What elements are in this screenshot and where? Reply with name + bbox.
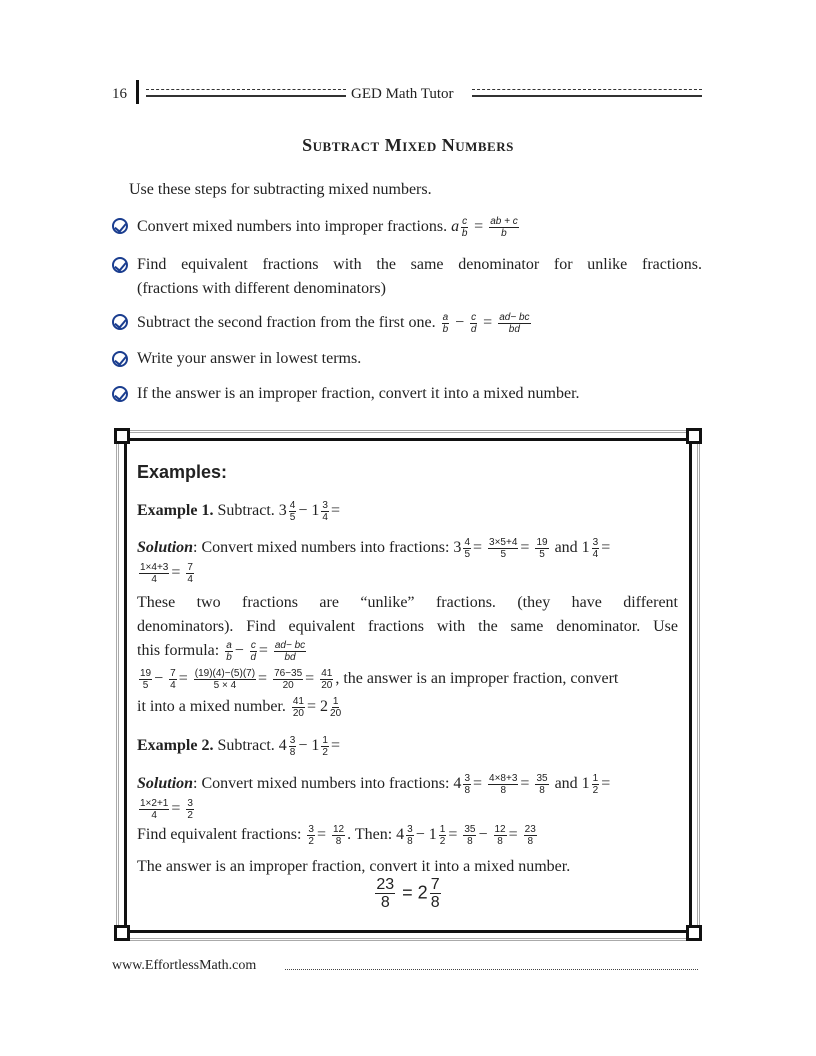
numerator: 4 [464, 537, 470, 548]
denominator: 8 [500, 785, 506, 796]
text-run: = [316, 826, 330, 844]
text-run: Subtract. 4 [213, 737, 287, 755]
example-line [137, 562, 196, 585]
text-run: = [479, 314, 497, 332]
fraction [498, 312, 530, 335]
fraction [463, 824, 476, 847]
fraction [289, 735, 297, 758]
fraction [250, 640, 257, 663]
denominator: bd [284, 652, 296, 663]
fraction [375, 876, 395, 911]
numerator: a [442, 312, 449, 323]
denominator: 8 [497, 836, 503, 847]
text-run: = [330, 737, 340, 755]
denominator: b [442, 324, 449, 335]
text-run: The answer is an improper fraction, convert it into a mixed number. [137, 858, 571, 875]
example-line [137, 537, 610, 560]
denominator: 5 [142, 680, 149, 691]
check-icon [112, 351, 128, 367]
numerator: 1 [332, 696, 339, 707]
bold-label: Example 2. [137, 737, 214, 755]
numerator: 1×4+3 [140, 562, 169, 573]
text-run: Convert mixed numbers into improper fractions. [137, 218, 452, 236]
solution-label: Solution [137, 539, 194, 557]
numerator: 12 [333, 824, 345, 835]
fraction [463, 537, 471, 560]
denominator: 2 [322, 747, 328, 758]
denominator: 5 × 4 [213, 680, 237, 691]
fraction [330, 696, 341, 719]
example-line [137, 798, 196, 821]
text-run: − [451, 314, 469, 332]
fraction [139, 562, 169, 585]
numerator: 3 [592, 537, 599, 548]
text-run: and 1 [550, 539, 590, 557]
denominator: 20 [282, 680, 294, 691]
fraction [592, 773, 600, 796]
text-run: = [305, 670, 319, 688]
denominator: 4 [151, 574, 157, 585]
denominator: 4 [151, 810, 157, 821]
numerator: 35 [536, 773, 548, 784]
fraction [442, 312, 450, 335]
numerator: ad− bc [499, 312, 530, 323]
numerator: 7 [187, 562, 193, 573]
fraction [535, 773, 548, 796]
check-icon [112, 218, 128, 234]
text-run: − [478, 826, 492, 844]
text-run: = [601, 775, 611, 793]
numerator: (19)(4)−(5)(7) [194, 668, 256, 679]
text-run: = [473, 539, 487, 557]
check-icon [112, 257, 128, 273]
denominator: d [470, 324, 477, 335]
text-run: : Convert mixed numbers into fractions: 3 [193, 539, 462, 557]
text-run: These two fractions are “unlike” fractions. (they have different [137, 594, 678, 611]
denominator: 2 [308, 836, 314, 847]
text-run: = [258, 642, 272, 660]
fraction [439, 824, 447, 847]
text-run: Subtract. 3 [213, 502, 287, 520]
whole-number: a [451, 218, 460, 236]
numerator: 4 [289, 500, 296, 511]
book-title: GED Math Tutor [351, 86, 454, 102]
example-line [137, 593, 678, 613]
text-run: (fractions with different denominators) [137, 280, 386, 297]
denominator: 4 [187, 574, 193, 585]
numerator: 3 [308, 824, 314, 835]
text-run: − 1 [298, 737, 320, 755]
page-title: Subtract Mixed Numbers [302, 135, 514, 155]
fraction [289, 500, 297, 523]
numerator: 1 [439, 824, 446, 835]
fraction [307, 824, 315, 847]
numerator: 23 [376, 876, 395, 893]
footer-website: www.EffortlessMath.com [112, 958, 257, 973]
numerator: 41 [292, 696, 304, 707]
denominator: 5 [464, 549, 470, 560]
numerator: 12 [494, 824, 506, 835]
text-run: = 2 [307, 698, 329, 716]
text-run: = [473, 775, 487, 793]
denominator: 20 [330, 708, 342, 719]
denominator: 8 [407, 836, 413, 847]
numerator: 19 [536, 537, 548, 548]
denominator: 2 [439, 836, 446, 847]
header-divider [472, 89, 702, 97]
fraction [488, 537, 518, 560]
numerator: 3 [187, 798, 193, 809]
numerator: 3 [289, 735, 296, 746]
example-line [137, 668, 618, 691]
text-run: it into a mixed number. [137, 698, 290, 716]
text-run: = [171, 564, 185, 582]
numerator: 7 [170, 668, 176, 679]
numerator: 3×5+4 [489, 537, 518, 548]
footer-divider [285, 969, 698, 970]
fraction [292, 696, 305, 719]
fraction [139, 668, 152, 691]
fraction [194, 668, 256, 691]
numerator: 23 [524, 824, 536, 835]
numerator: 3 [407, 824, 413, 835]
denominator: d [250, 652, 257, 663]
text-run: = [520, 775, 534, 793]
text-run: denominators). Find equivalent fractions with the same denominator. Use [137, 618, 678, 635]
fraction [470, 312, 477, 335]
fraction [186, 562, 194, 585]
bold-label: Example 1. [137, 502, 214, 520]
examples-heading: Examples: [137, 462, 228, 482]
denominator: 8 [527, 836, 533, 847]
numerator: c [462, 216, 468, 227]
example-line [137, 617, 678, 637]
frame-corner-ornament [686, 925, 702, 941]
text-run: , the answer is an improper fraction, convert [335, 670, 619, 688]
text-run: = [178, 670, 192, 688]
fraction [494, 824, 507, 847]
denominator: b [226, 652, 232, 663]
check-icon [112, 314, 128, 330]
denominator: 8 [539, 785, 545, 796]
denominator: 5 [289, 512, 296, 523]
numerator: 76−35 [274, 668, 303, 679]
fraction [535, 537, 548, 560]
text-run: = 2 [397, 882, 428, 903]
text-run: Find equivalent fractions: [137, 826, 306, 844]
numerator: 41 [321, 668, 333, 679]
denominator: 5 [500, 549, 506, 560]
text-run: Find equivalent fractions with the same denominator for unlike fractions. [137, 256, 702, 273]
text-run: − [154, 670, 168, 688]
numerator: ad− bc [274, 640, 306, 651]
text-run: − 1 [415, 826, 437, 844]
fraction [489, 216, 519, 239]
numerator: c [250, 640, 256, 651]
fraction [274, 640, 306, 663]
text-run: − [234, 642, 248, 660]
numerator: ab + c [490, 216, 518, 227]
frame-corner-ornament [114, 428, 130, 444]
text-run: . Then: 4 [347, 826, 405, 844]
solution-label: Solution [137, 775, 194, 793]
text-run: = [258, 670, 272, 688]
text-run: and 1 [550, 775, 590, 793]
numerator: a [226, 640, 232, 651]
fraction [320, 668, 333, 691]
denominator: 8 [430, 894, 440, 911]
fraction [592, 537, 600, 560]
step-item [137, 255, 702, 275]
step-item [137, 279, 386, 299]
numerator: 3 [464, 773, 470, 784]
text-run: Write your answer in lowest terms. [137, 350, 362, 367]
text-run: = [171, 800, 185, 818]
numerator: 3 [322, 500, 328, 511]
text-run: : Convert mixed numbers into fractions: 4 [193, 775, 462, 793]
numerator: 35 [464, 824, 476, 835]
fraction [488, 773, 518, 796]
frame-corner-ornament [686, 428, 702, 444]
text-run: = [601, 539, 611, 557]
numerator: c [471, 312, 477, 323]
denominator: 20 [292, 708, 304, 719]
fraction [273, 668, 303, 691]
denominator: 4 [592, 549, 599, 560]
numerator: 1 [322, 735, 328, 746]
example-line [137, 824, 539, 847]
numerator: 19 [140, 668, 152, 679]
fraction [186, 798, 194, 821]
intro-text: Use these steps for subtracting mixed numbers. [129, 181, 432, 198]
fraction [169, 668, 177, 691]
step-item [137, 349, 361, 369]
step-item [137, 312, 533, 335]
frame-corner-ornament [114, 925, 130, 941]
numerator: 1 [592, 773, 599, 784]
example-line [137, 696, 343, 719]
fraction [461, 216, 468, 239]
text-run: = [470, 218, 488, 236]
text-run: If the answer is an improper fraction, convert it into a mixed number. [137, 385, 580, 402]
fraction [406, 824, 414, 847]
example-line [137, 500, 340, 523]
header-bar [136, 80, 139, 104]
numerator: 1×2+1 [140, 798, 169, 809]
example-line [137, 640, 308, 663]
denominator: 8 [467, 836, 473, 847]
denominator: 4 [322, 512, 328, 523]
fraction [332, 824, 345, 847]
denominator: b [501, 228, 507, 239]
fraction [524, 824, 537, 847]
text-run: − 1 [298, 502, 320, 520]
example-line [0, 876, 816, 911]
numerator: 4×8+3 [489, 773, 518, 784]
text-run: Subtract the second fraction from the first one. [137, 314, 440, 332]
example-line [137, 857, 570, 877]
denominator: 20 [321, 680, 333, 691]
step-item [137, 384, 580, 404]
example-line [137, 773, 610, 796]
denominator: bd [508, 324, 520, 335]
page-number: 16 [112, 86, 127, 102]
denominator: 2 [592, 785, 599, 796]
check-icon [112, 386, 128, 402]
denominator: 5 [539, 549, 545, 560]
text-run: = [520, 539, 534, 557]
example-line [137, 735, 340, 758]
text-run: = [448, 826, 462, 844]
denominator: 4 [170, 680, 176, 691]
fraction [225, 640, 233, 663]
fraction [463, 773, 471, 796]
denominator: b [461, 228, 468, 239]
fraction [321, 500, 329, 523]
header-divider [146, 89, 346, 97]
denominator: 2 [187, 810, 193, 821]
text-run: = [330, 502, 340, 520]
fraction [321, 735, 329, 758]
step-item [137, 216, 521, 239]
fraction [430, 876, 441, 911]
numerator: 7 [430, 876, 440, 893]
text-run: = [508, 826, 522, 844]
denominator: 8 [380, 894, 390, 911]
fraction [139, 798, 169, 821]
denominator: 8 [464, 785, 470, 796]
text-run: this formula: [137, 642, 224, 660]
denominator: 8 [289, 747, 296, 758]
denominator: 8 [335, 836, 342, 847]
